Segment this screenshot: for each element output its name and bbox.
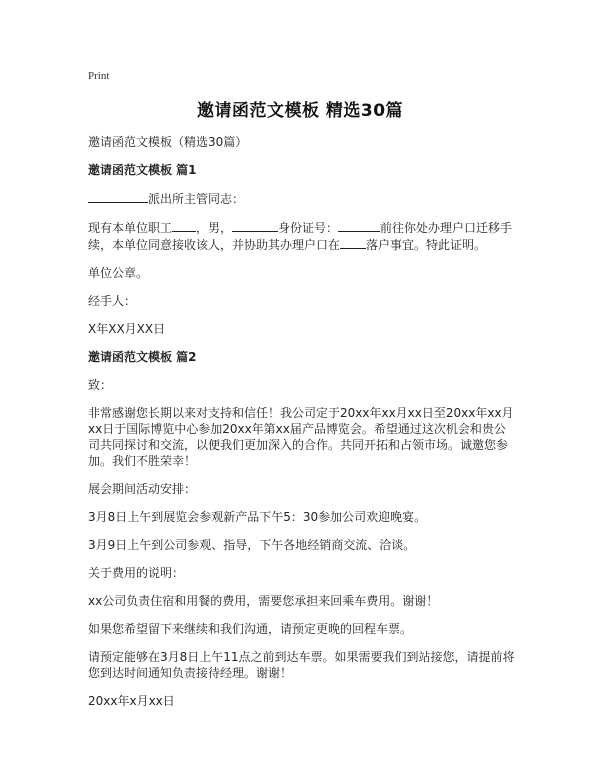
police-line — [88, 190, 516, 207]
document-title: 邀请函范文模板 精选30篇 — [196, 101, 404, 121]
body-text-a: 现有本单位职工 — [88, 221, 173, 235]
schedule-item: 3月9日上午到公司参观、指导，下午各地经销商交流、洽谈。 — [88, 538, 416, 552]
body-text-b: ，男， — [196, 221, 233, 235]
print-label: Print — [88, 70, 110, 82]
section-heading-2: 邀请函范文模板 篇2 — [88, 350, 197, 364]
body-text-c: 身份证号： — [278, 221, 339, 235]
police-text: 派出所主管同志： — [148, 192, 245, 206]
date-line-2: 20xx年x月xx日 — [88, 694, 175, 708]
document-subtitle: 邀请函范文模板（精选30篇） — [88, 135, 248, 149]
date-line-1: X年XX月XX日 — [88, 322, 166, 336]
fee-item: xx公司负责住宿和用餐的费用，需要您承担来回乘车费用。谢谢！ — [88, 594, 439, 608]
greeting-line: 致： — [88, 378, 113, 392]
blank-line — [338, 219, 380, 232]
document-body — [88, 134, 516, 721]
fee-item: 如果您希望留下来继续和我们沟通，请预定更晚的回程车票。 — [88, 622, 413, 636]
certificate-body — [88, 219, 516, 253]
section-heading-1: 邀请函范文模板 篇1 — [88, 163, 197, 177]
invitation-paragraph: 非常感谢您长期以来对支持和信任！我公司定于20xx年xx月xx日至20xx年xx月xx日于国际博览中心参加20xx年第xx届产品博览会。希望通过这次机会和贵公司共同探讨和交流，以便我们更加深入的合作。共同开拓和占领市场。诚邀您参加。我们不胜荣幸！ — [88, 406, 514, 468]
body-text-e: 落户事宜。特此证明。 — [366, 238, 487, 252]
schedule-title: 展会期间活动安排： — [88, 482, 197, 496]
fee-item: 请预定能够在3月8日上午11点之前到达车票。如果需要我们到站接您，请提前将您到达时间通知负责接待经理。谢谢！ — [88, 650, 515, 680]
blank-line — [172, 219, 196, 232]
handler-line: 经手人： — [88, 294, 137, 308]
blank-line — [340, 236, 366, 249]
blank-line — [232, 219, 278, 232]
blank-line — [88, 190, 148, 203]
schedule-item: 3月8日上午到展览会参观新产品下午5：30参加公司欢迎晚宴。 — [88, 510, 427, 524]
body-text-d: 前往你处办理户口迁移手续，本单位同意接收该人，并协助其办理户口在 — [88, 221, 513, 252]
fee-title: 关于费用的说明： — [88, 566, 185, 580]
seal-line: 单位公章。 — [88, 266, 149, 280]
